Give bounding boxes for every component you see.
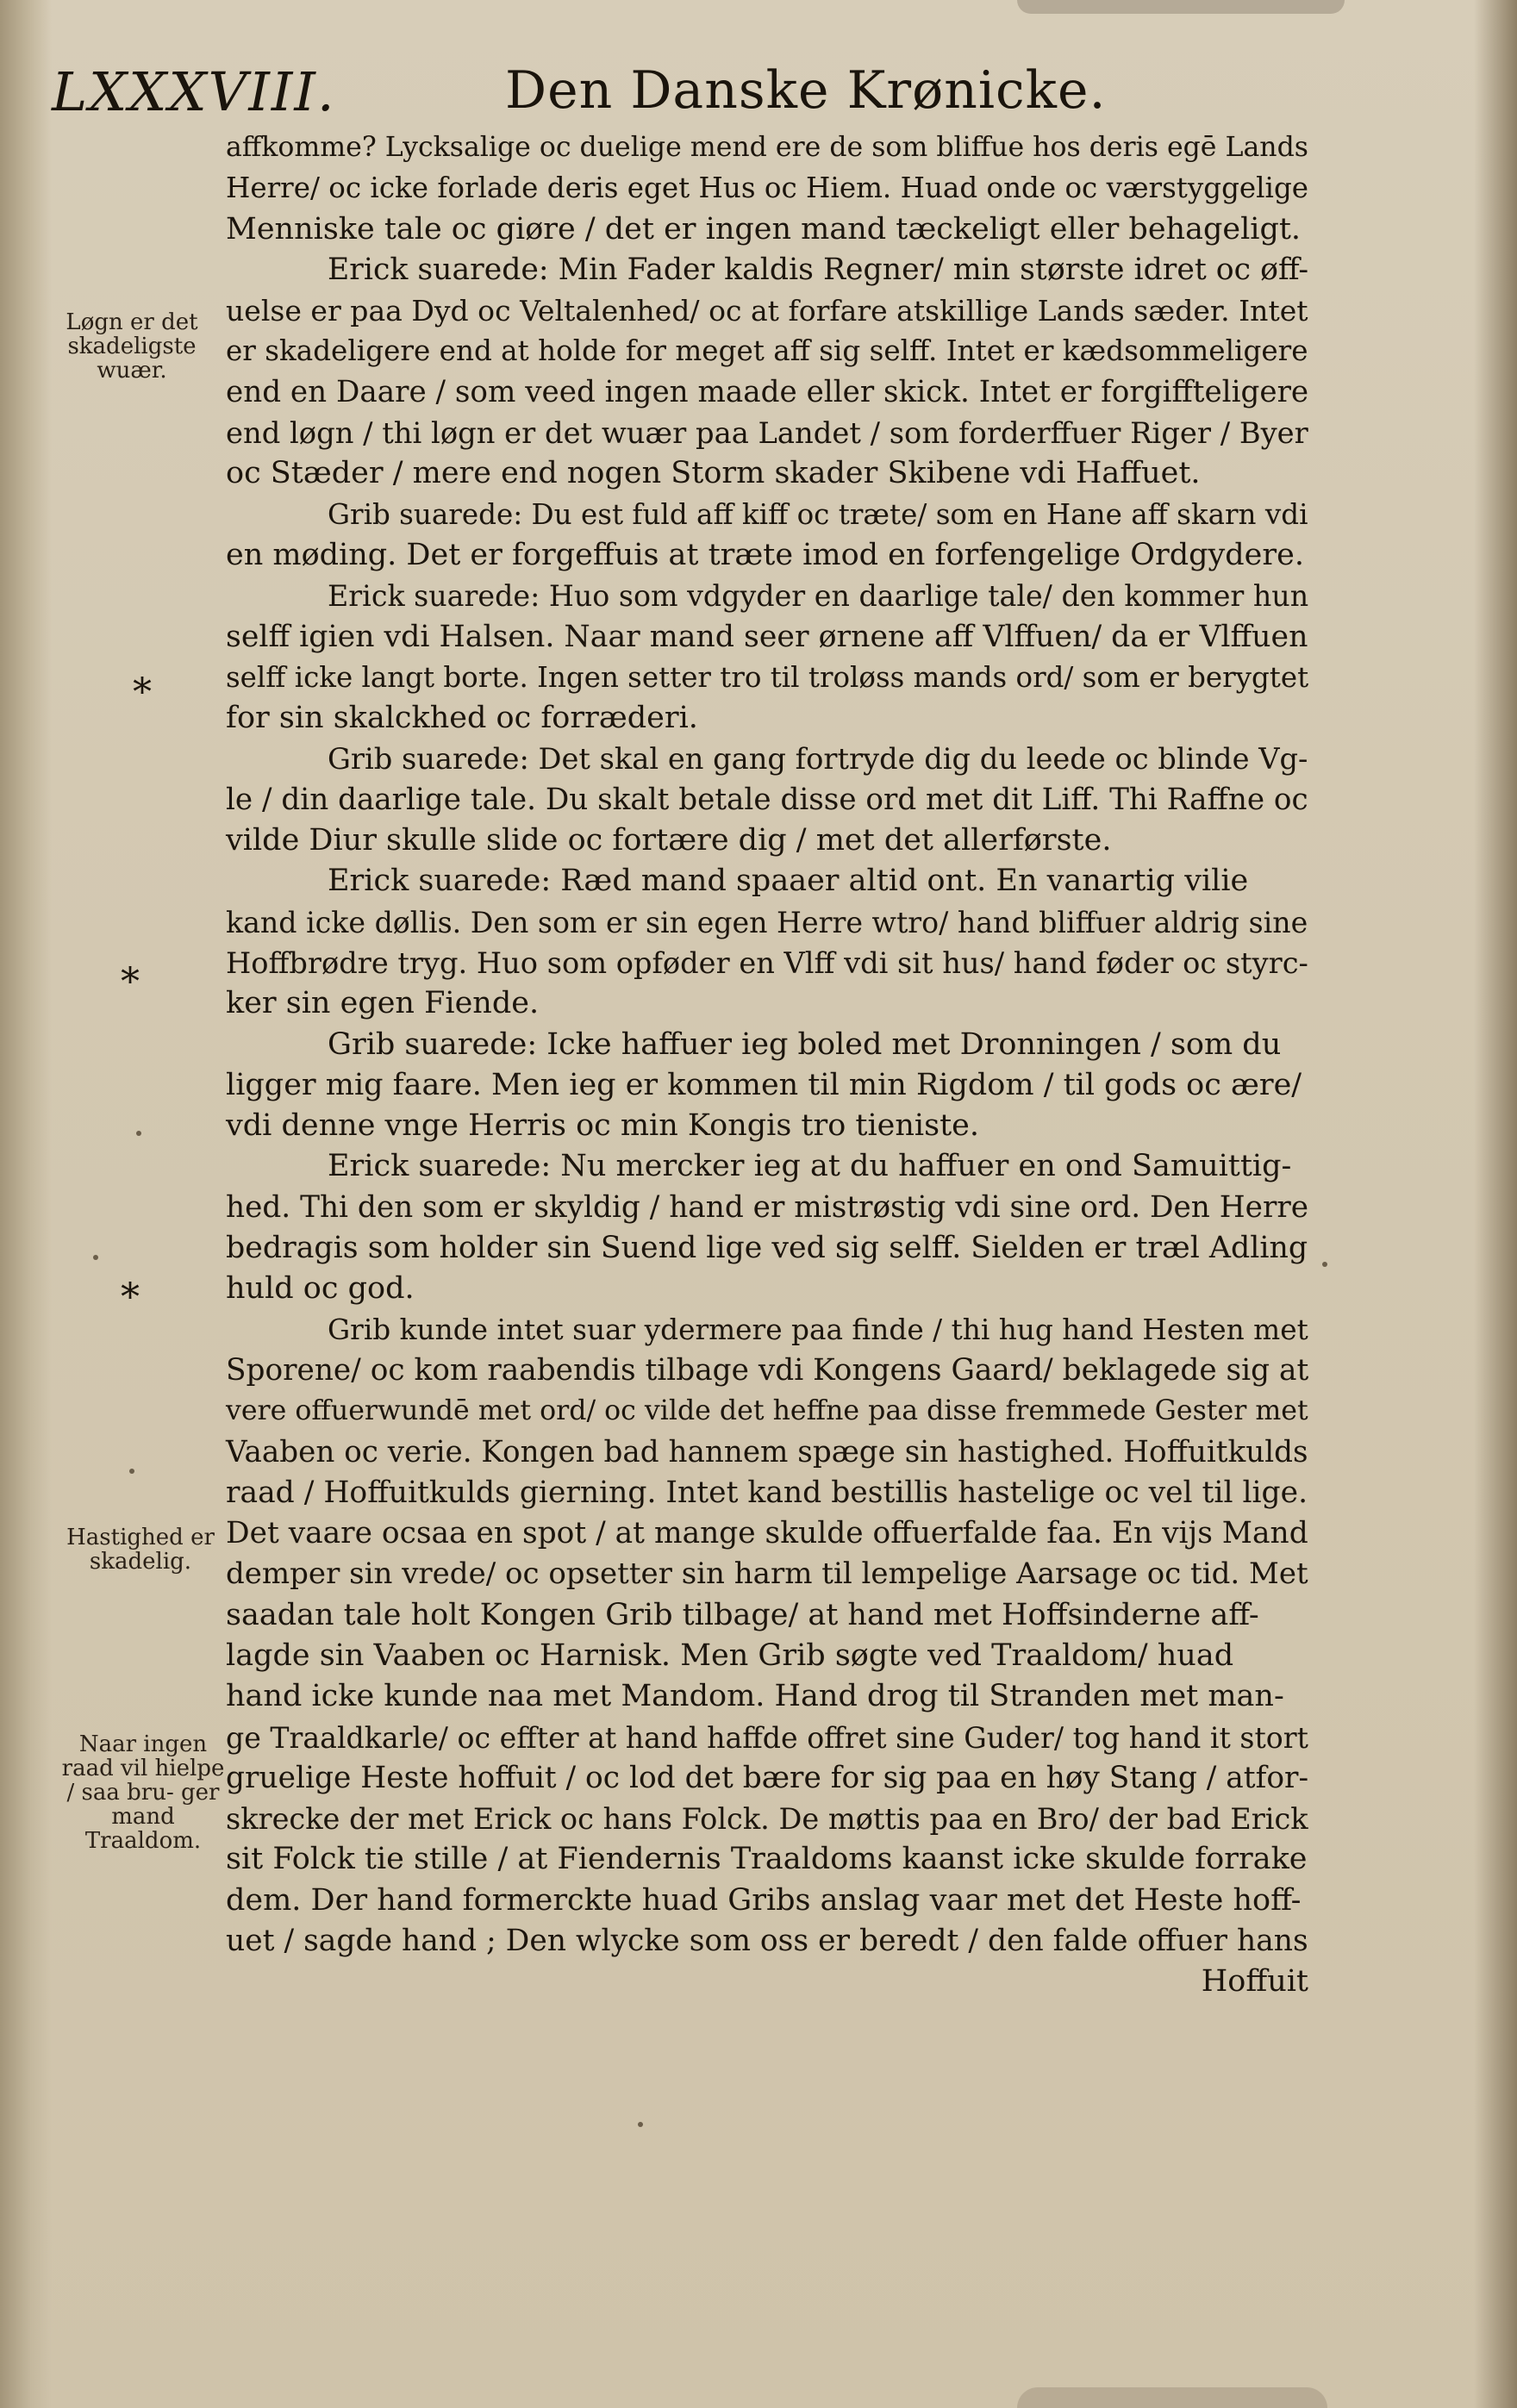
catchword: Hoffuit — [1201, 1964, 1308, 1999]
text-line: saadan tale holt Kongen Grib tilbage/ at hand met Hoffsinderne aff- — [226, 1597, 1259, 1632]
bottom-tab-shadow — [1017, 2387, 1327, 2408]
text-line: Grib suarede: Icke haffuer ieg boled met Dronningen / som du — [328, 1026, 1282, 1062]
top-tab-shadow — [1017, 0, 1345, 14]
text-line: ker sin egen Fiende. — [226, 986, 540, 1021]
text-line: dem. Der hand formerckte huad Gribs anslag vaar met det Heste hoff- — [226, 1882, 1302, 1918]
asterisk-icon: * — [121, 960, 140, 1004]
text-column — [226, 128, 1308, 2003]
text-line: ge Traaldkarle/ oc effter at hand haffde offret sine Guder/ tog hand it stort — [226, 1720, 1308, 1755]
margin-note: Løgn er det skadeligste wuær. — [66, 309, 198, 384]
text-line: hed. Thi den som er skyldig / hand er mistrøstig vdi sine ord. Den Herre — [226, 1189, 1309, 1225]
folio-number: LXXXVIII. — [52, 60, 336, 123]
text-line: Vaaben oc verie. Kongen bad hannem spæge sin hastighed. Hoffuitkulds — [226, 1434, 1308, 1469]
text-line: Det vaare ocsaa en spot / at mange skulde offuerfalde faa. En vijs Mand — [226, 1516, 1308, 1551]
text-line: huld oc god. — [226, 1271, 415, 1307]
text-line: end løgn / thi løgn er det wuær paa Landet / som forderffuer Riger / Byer — [226, 416, 1308, 451]
text-line: en møding. Det er forgeffuis at træte imod en forfengelige Ordgydere. — [226, 537, 1304, 572]
text-line: Sporene/ oc kom raabendis tilbage vdi Kongens Gaard/ beklagede sig at — [226, 1352, 1309, 1388]
text-line: oc Stæder / mere end nogen Storm skader Skibene vdi Haffuet. — [226, 456, 1201, 491]
ink-spot — [129, 1469, 134, 1474]
text-line: demper sin vrede/ oc opsetter sin harm til lempelige Aarsage oc tid. Met — [226, 1556, 1308, 1592]
text-line: Erick suarede: Min Fader kaldis Regner/ min største idret oc øff- — [328, 252, 1309, 287]
text-line: sit Folck tie stille / at Fiendernis Traaldoms kaanst icke skulde forrake — [226, 1842, 1308, 1877]
text-line: Grib suarede: Det skal en gang fortryde dig du leede oc blinde Vg- — [328, 742, 1308, 777]
text-line: vere offuerwundē met ord/ oc vilde det heffne paa disse fremmede Gester met — [226, 1395, 1308, 1427]
text-line: skrecke der met Erick oc hans Folck. De møttis paa en Bro/ der bad Erick — [226, 1802, 1308, 1837]
text-line: ligger mig faare. Men ieg er kommen til min Rigdom / til gods oc ære/ — [226, 1067, 1302, 1102]
text-line: for sin skalckhed oc forræderi. — [226, 701, 698, 736]
text-line: selff icke langt borte. Ingen setter tro til troløss mands ord/ som er berygtet — [226, 660, 1309, 694]
ink-spot — [1322, 1262, 1327, 1267]
text-line: hand icke kunde naa met Mandom. Hand drog til Stranden met man- — [226, 1679, 1284, 1714]
text-line: Erick suarede: Nu mercker ieg at du haffuer en ond Samuittig- — [328, 1149, 1292, 1184]
page-header — [52, 60, 1310, 138]
text-line: kand icke døllis. Den som er sin egen Herre wtro/ hand bliffuer aldrig sine — [226, 905, 1308, 939]
asterisk-icon: * — [121, 1276, 140, 1319]
text-line: gruelige Heste hoffuit / oc lod det bære for sig paa en høy Stang / atfor- — [226, 1760, 1309, 1795]
text-line: affkomme? Lycksalige oc duelige mend ere de som bliffue hos deris egē Lands — [226, 132, 1308, 163]
margin-note: Hastighed er skadelig. — [66, 1525, 215, 1575]
text-line: vdi denne vnge Herris oc min Kongis tro tieniste. — [226, 1108, 979, 1144]
text-line: Herre/ oc icke forlade deris eget Hus oc Hiem. Huad onde oc værstyggelige — [226, 172, 1309, 205]
text-line: Hoffbrødre tryg. Huo som opføder en Vlff vdi sit hus/ hand føder oc styrc- — [226, 945, 1308, 980]
text-line: Erick suarede: Ræd mand spaaer altid ont. En vanartig vilie — [328, 864, 1249, 899]
text-line: uet / sagde hand ; Den wlycke som oss er beredt / den falde offuer hans — [226, 1924, 1308, 1959]
text-line: selff igien vdi Halsen. Naar mand seer ørnene aff Vlffuen/ da er Vlffuen — [226, 619, 1308, 654]
page-right-edge — [1474, 0, 1517, 2408]
text-line: raad / Hoffuitkulds gierning. Intet kand bestillis hastelige oc vel til lige. — [226, 1475, 1308, 1510]
margin-note: Naar ingen raad vil hielpe / saa bru- ger mand Traaldom. — [61, 1731, 225, 1854]
text-line: end en Daare / som veed ingen maade eller skick. Intet er forgiffteligere — [226, 374, 1309, 409]
text-line: Grib suarede: Du est fuld aff kiff oc træte/ som en Hane aff skarn vdi — [328, 497, 1308, 531]
text-line: bedragis som holder sin Suend lige ved sig selff. Sielden er træl Adling — [226, 1231, 1308, 1266]
running-title: Den Danske Krønicke. — [505, 60, 1107, 121]
text-line: Grib kunde intet suar ydermere paa finde / thi hug hand Hesten met — [328, 1313, 1308, 1346]
ink-spot — [638, 2122, 643, 2127]
text-line: le / din daarlige tale. Du skalt betale disse ord met dit Liff. Thi Raffne oc — [226, 782, 1308, 817]
text-line: uelse er paa Dyd oc Veltalenhed/ oc at forfare atskillige Lands sæder. Intet — [226, 294, 1308, 328]
text-line: lagde sin Vaaben oc Harnisk. Men Grib søgte ved Traaldom/ huad — [226, 1638, 1234, 1673]
ink-spot — [93, 1255, 98, 1260]
text-line: er skadeligere end at holde for meget aff sig selff. Intet er kædsommeligere — [226, 334, 1308, 368]
ink-spot — [136, 1131, 141, 1136]
asterisk-icon: * — [133, 671, 152, 714]
text-line: vilde Diur skulle slide oc fortære dig / met det allerførste. — [226, 823, 1112, 858]
text-line: Erick suarede: Huo som vdgyder en daarlige tale/ den kommer hun — [328, 579, 1309, 614]
text-line: Menniske tale oc giøre / det er ingen mand tæckeligt eller behageligt. — [226, 211, 1302, 246]
